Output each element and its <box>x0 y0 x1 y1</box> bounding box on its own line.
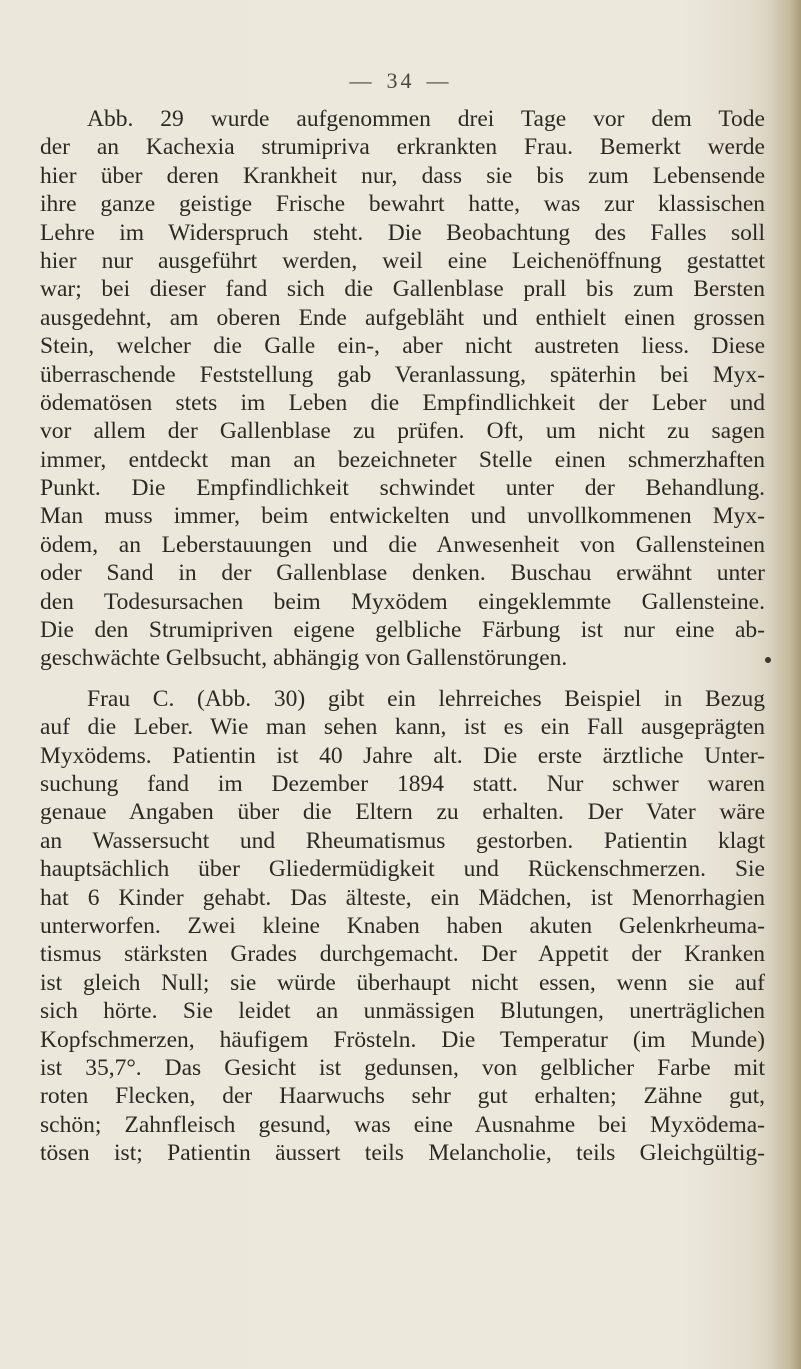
text-line: hauptsächlich über Gliedermüdigkeit und Rückenschmerzen. Sie <box>40 856 765 883</box>
text-line: sich hörte. Sie leidet an unmässigen Blutungen, unerträglichen <box>40 998 765 1025</box>
text-line: genaue Angaben über die Eltern zu erhalten. Der Vater wäre <box>40 799 765 826</box>
text-line: überraschende Feststellung gab Veranlassung, späterhin bei Myx- <box>40 361 765 388</box>
page-edge-shadow <box>771 0 801 1369</box>
text-line: an Wassersucht und Rheumatismus gestorben. Patientin klagt <box>40 827 765 854</box>
text-line: Punkt. Die Empfindlichkeit schwindet unter der Behandlung. <box>40 475 765 502</box>
paragraph <box>40 685 765 1168</box>
text-line: schön; Zahnfleisch gesund, was eine Ausnahme bei Myxödema- <box>40 1111 765 1138</box>
text-line: ist gleich Null; sie würde überhaupt nicht essen, wenn sie auf <box>40 969 765 996</box>
text-line: unterworfen. Zwei kleine Knaben haben akuten Gelenkrheuma- <box>40 912 765 939</box>
text-line: suchung fand im Dezember 1894 statt. Nur schwer waren <box>40 770 765 797</box>
text-line: immer, entdeckt man an bezeichneter Stelle einen schmerzhaften <box>40 446 765 473</box>
text-line: vor allem der Gallenblase zu prüfen. Oft, um nicht zu sagen <box>40 418 765 445</box>
text-line: oder Sand in der Gallenblase denken. Buschau erwähnt unter <box>40 560 765 587</box>
text-line: den Todesursachen beim Myxödem eingeklemmte Gallensteine. <box>40 588 765 615</box>
text-line: Abb. 29 wurde aufgenommen drei Tage vor dem Tode <box>87 106 765 132</box>
text-line: ödematösen stets im Leben die Empfindlichkeit der Leber und <box>40 389 765 416</box>
text-line: ist 35,7°. Das Gesicht ist gedunsen, von gelblicher Farbe mit <box>40 1054 765 1081</box>
text-line: roten Flecken, der Haarwuchs sehr gut erhalten; Zähne gut, <box>40 1083 765 1110</box>
paragraph-gap <box>40 673 765 685</box>
text-line: der an Kachexia strumipriva erkrankten Frau. Bemerkt werde <box>40 134 765 161</box>
print-speck <box>765 657 771 663</box>
text-line: tismus stärksten Grades durchgemacht. Der Appetit der Kranken <box>40 941 765 968</box>
text-line: Kopfschmerzen, häufigem Frösteln. Die Temperatur (im Munde) <box>40 1026 765 1053</box>
text-line: hier nur ausgeführt werden, weil eine Leichenöffnung gestattet <box>40 247 765 274</box>
text-line: ausgedehnt, am oberen Ende aufgebläht und enthielt einen grossen <box>40 304 765 331</box>
text-line: Die den Strumipriven eigene gelbliche Färbung ist nur eine ab- <box>40 617 765 644</box>
paragraph <box>40 105 765 673</box>
page-number: — 34 — <box>349 68 452 93</box>
text-line: ihre ganze geistige Frische bewahrt hatte, was zur klassischen <box>40 191 765 218</box>
text-line: war; bei dieser fand sich die Gallenblase prall bis zum Bersten <box>40 276 765 303</box>
text-line: auf die Leber. Wie man sehen kann, ist es ein Fall ausgeprägten <box>40 714 765 741</box>
text-line: Frau C. (Abb. 30) gibt ein lehrreiches Beispiel in Bezug <box>87 685 765 712</box>
text-line: Stein, welcher die Galle ein-, aber nicht austreten liess. Diese <box>40 333 765 360</box>
text-line: geschwächte Gelbsucht, abhängig von Gallenstörungen. <box>40 645 568 672</box>
page-number-value: 34 <box>386 68 415 93</box>
text-line: Man muss immer, beim entwickelten und unvollkommenen Myx- <box>40 503 765 530</box>
text-line: tösen ist; Patientin äussert teils Melancholie, teils Gleichgültig- <box>40 1140 765 1167</box>
text-line: Lehre im Widerspruch steht. Die Beobachtung des Falles soll <box>40 219 765 246</box>
text-line: ödem, an Leberstauungen und die Anwesenheit von Gallensteinen <box>40 531 765 558</box>
text-line: hat 6 Kinder gehabt. Das älteste, ein Mädchen, ist Menorrhagien <box>40 884 765 911</box>
text-line: Myxödems. Patientin ist 40 Jahre alt. Die erste ärztliche Unter- <box>40 742 765 769</box>
body-text <box>40 105 765 1167</box>
text-line: hier über deren Krankheit nur, dass sie bis zum Lebensende <box>40 162 765 189</box>
